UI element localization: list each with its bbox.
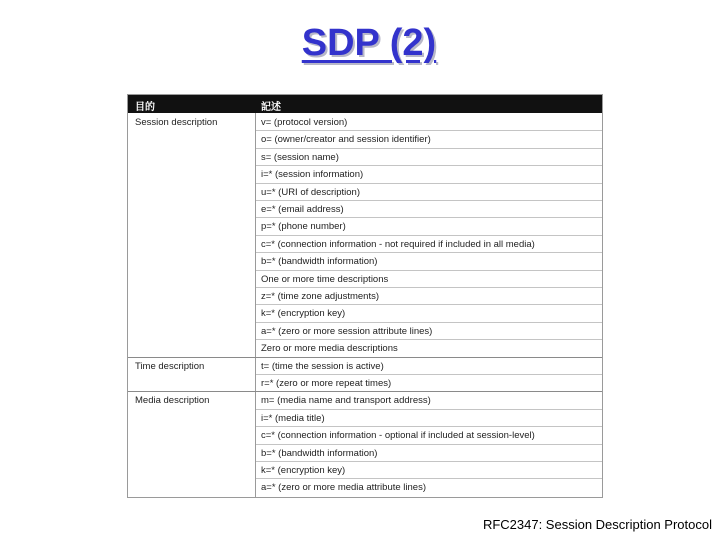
row-separator: [256, 252, 602, 253]
row-separator: [256, 200, 602, 201]
description-line: b=* (bandwidth information): [261, 447, 378, 459]
row-separator: [256, 478, 602, 479]
row-separator: [256, 235, 602, 236]
description-line: p=* (phone number): [261, 221, 346, 233]
description-line: i=* (session information): [261, 169, 364, 181]
description-line: v= (protocol version): [261, 117, 348, 128]
description-line: u=* (URI of description): [261, 186, 360, 198]
sdp-table-figure: [127, 94, 603, 498]
description-line: m= (media name and transport address): [261, 395, 431, 407]
row-separator: [256, 304, 602, 305]
section-label: Time description: [135, 360, 205, 372]
description-line: k=* (encryption key): [261, 308, 346, 320]
row-separator: [256, 322, 602, 323]
row-separator: [256, 130, 602, 131]
description-line: e=* (email address): [261, 204, 344, 215]
section-label: Session description: [135, 117, 218, 128]
description-line: b=* (bandwidth information): [261, 256, 378, 268]
description-line: One or more time descriptions: [261, 273, 389, 285]
description-line: k=* (encryption key): [261, 465, 346, 476]
header-purpose: 目的: [135, 102, 155, 113]
description-line: t= (time the session is active): [261, 360, 384, 372]
description-line: c=* (connection information - not required if included in all media): [261, 238, 535, 250]
row-separator: [256, 148, 602, 149]
description-line: c=* (connection information - optional if included at session-level): [261, 430, 535, 442]
description-line: o= (owner/creator and session identifier): [261, 134, 431, 146]
description-line: a=* (zero or more session attribute lines): [261, 325, 433, 337]
description-line: r=* (zero or more repeat times): [261, 378, 392, 389]
table-header: [128, 95, 602, 113]
row-separator: [256, 339, 602, 340]
row-separator: [256, 183, 602, 184]
row-separator: [256, 287, 602, 288]
row-separator: [256, 374, 602, 375]
section-label: Media description: [135, 395, 210, 407]
description-line: s= (session name): [261, 151, 339, 163]
row-separator: [256, 461, 602, 462]
description-line: i=* (media title): [261, 412, 325, 424]
description-line: a=* (zero or more media attribute lines): [261, 482, 427, 494]
slide-caption: RFC2347: Session Description Protocol: [482, 517, 712, 532]
row-separator: [256, 444, 602, 445]
row-separator: [256, 409, 602, 410]
description-line: Zero or more media descriptions: [261, 343, 398, 355]
section-separator: [128, 357, 602, 358]
row-separator: [256, 217, 602, 218]
slide-title: SDP (2): [301, 22, 437, 64]
row-separator: [256, 426, 602, 427]
row-separator: [256, 165, 602, 166]
header-description: 記述: [261, 102, 281, 113]
section-separator: [128, 391, 602, 392]
description-line: z=* (time zone adjustments): [261, 291, 380, 302]
row-separator: [256, 270, 602, 271]
